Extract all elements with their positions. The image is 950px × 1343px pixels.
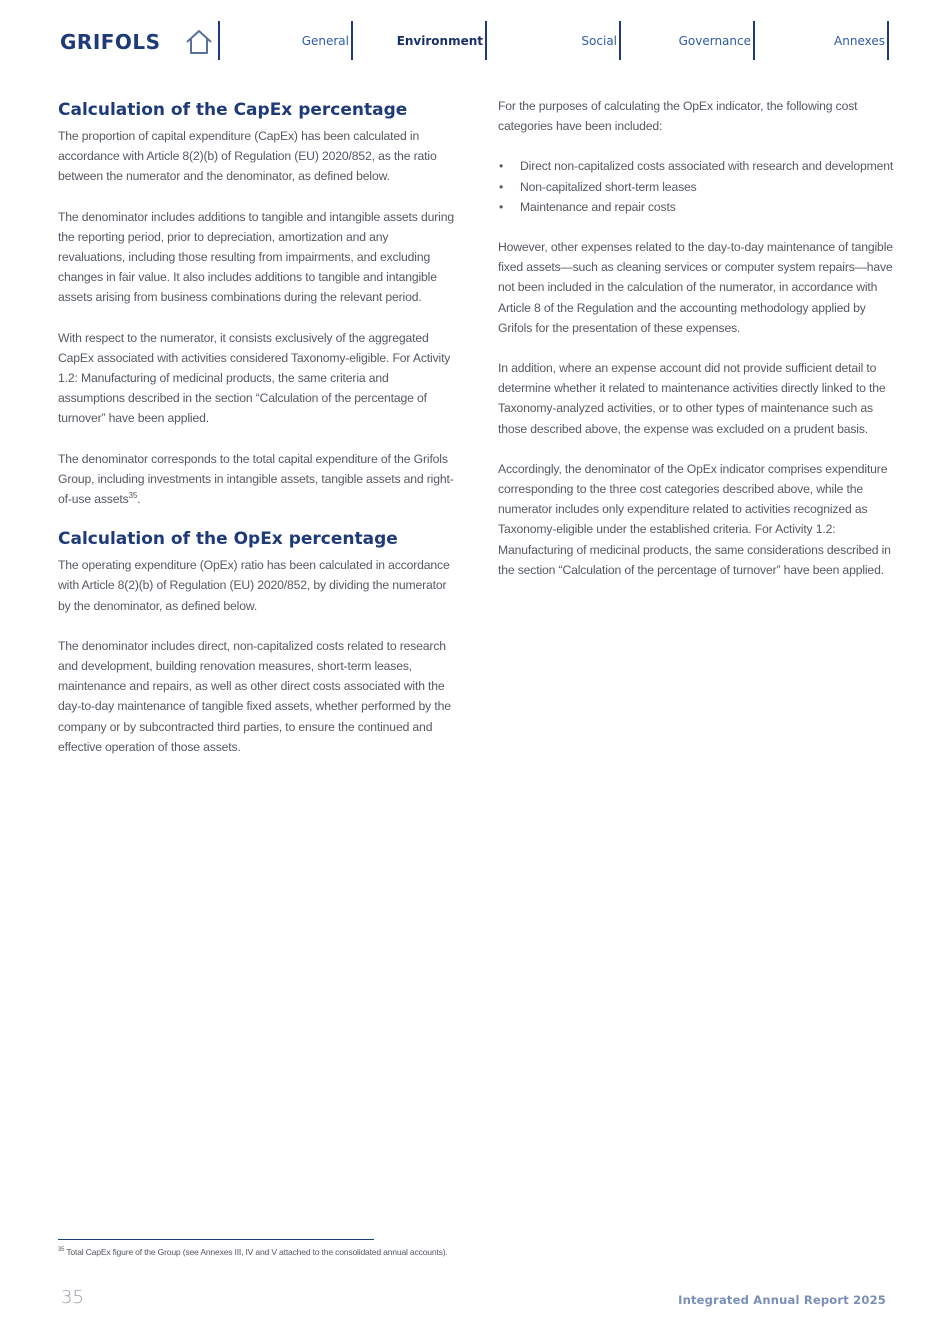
nav-social[interactable]: Social xyxy=(581,34,617,48)
capex-paragraph-2: The denominator includes additions to tangible and intangible assets during the reporting period, prior to depreciation, amortization and any revaluations, including those resulting from impairments, and excluding changes in fair value. It also includes additions to tangible and intangible assets arising from business combinations during the relevant period. xyxy=(58,209,454,305)
list-item: • Direct non-capitalized costs associated with research and development xyxy=(498,156,898,176)
nav-divider xyxy=(753,21,755,60)
capex-paragraph-3: With respect to the numerator, it consists exclusively of the aggregated CapEx associated with activities considered Taxonomy-eligible. For Activity 1.2: Manufacturing of medicinal products, the same criteria and assumptions described in the section “Calculation of the percentage of turnover” have been applied. xyxy=(58,330,451,426)
nav-divider xyxy=(619,21,621,60)
cost-categories-list xyxy=(498,156,898,217)
nav-environment[interactable]: Environment xyxy=(396,34,483,48)
capex-paragraph-4-text: The denominator corresponds to the total capital expenditure of the Grifols Group, including investments in intangible assets, tangible assets and right-of-use assets xyxy=(58,451,454,507)
list-item: • Maintenance and repair costs xyxy=(498,197,898,217)
opex-paragraph-prudent: In addition, where an expense account did not provide sufficient detail to determine whether it related to maintenance activities directly linked to the Taxonomy-analyzed activities, or to other types of maintenance such as those described above, the expense was excluded on a prudent basis. xyxy=(498,361,886,436)
top-navigation xyxy=(0,0,950,70)
opex-categories-intro: For the purposes of calculating the OpEx indicator, the following cost categories have been included: xyxy=(498,99,858,134)
opex-paragraph-excluded: However, other expenses related to the day-to-day maintenance of tangible fixed assets—such as cleaning services or computer system repairs—have not been included in the calculation of the numerator, in accordance with Article 8 of the Regulation and the accounting methodology applied by Grifols for the presentation of these expenses. xyxy=(498,240,893,335)
nav-annexes[interactable]: Annexes xyxy=(834,34,885,48)
page-number: 35 xyxy=(61,1287,84,1308)
nav-general[interactable]: General xyxy=(301,34,349,48)
capex-paragraph-4 xyxy=(58,449,458,510)
nav-governance[interactable]: Governance xyxy=(678,34,751,48)
left-column xyxy=(58,98,458,757)
capex-paragraph-4-end: . xyxy=(137,492,141,507)
footnote-reference[interactable]: 35 xyxy=(128,490,138,500)
footnote-number: 35 xyxy=(58,1247,65,1254)
grifols-logo[interactable]: GRIFOLS xyxy=(60,30,161,54)
nav-divider xyxy=(218,21,220,60)
nav-divider xyxy=(485,21,487,60)
opex-paragraph-accordingly: Accordingly, the denominator of the OpEx indicator comprises expenditure corresponding to the three cost categories described above, while the numerator includes only expenditure related to activities recognized as Taxonomy-eligible under the established criteria. For Activity 1.2: Manufacturing of medicinal products, the same considerations described in the section “Calculation of the percentage of turnover” have been applied. xyxy=(498,461,891,577)
capex-heading: Calculation of the CapEx percentage xyxy=(58,100,408,120)
nav-divider xyxy=(887,21,889,60)
capex-paragraph-1: The proportion of capital expenditure (CapEx) has been calculated in accordance with Article 8(2)(b) of Regulation (EU) 2020/852, as the ratio between the numerator and the denominator, as defined below. xyxy=(58,129,437,184)
right-column xyxy=(498,96,898,580)
footnote-divider xyxy=(58,1239,374,1240)
nav-divider xyxy=(351,21,353,60)
footnote xyxy=(58,1246,658,1258)
list-item: • Non-capitalized short-term leases xyxy=(498,177,898,197)
home-icon[interactable] xyxy=(184,27,214,57)
opex-heading: Calculation of the OpEx percentage xyxy=(58,529,398,550)
report-title: Integrated Annual Report 2025 xyxy=(678,1293,886,1307)
footnote-text: Total CapEx figure of the Group (see Annexes III, IV and V attached to the consolidated annual accounts). xyxy=(66,1247,448,1257)
opex-paragraph-1: The operating expenditure (OpEx) ratio has been calculated in accordance with Article 8(2)(b) of Regulation (EU) 2020/852, by dividing the numerator by the denominator, as defined below. xyxy=(58,558,450,613)
opex-paragraph-2: The denominator includes direct, non-capitalized costs related to research and development, building renovation measures, short-term leases, maintenance and repairs, as well as other direct costs associated with the day-to-day maintenance of tangible fixed assets, whether performed by the company or by subcontracted third parties, to ensure the continued and effective operation of those assets. xyxy=(58,638,451,754)
